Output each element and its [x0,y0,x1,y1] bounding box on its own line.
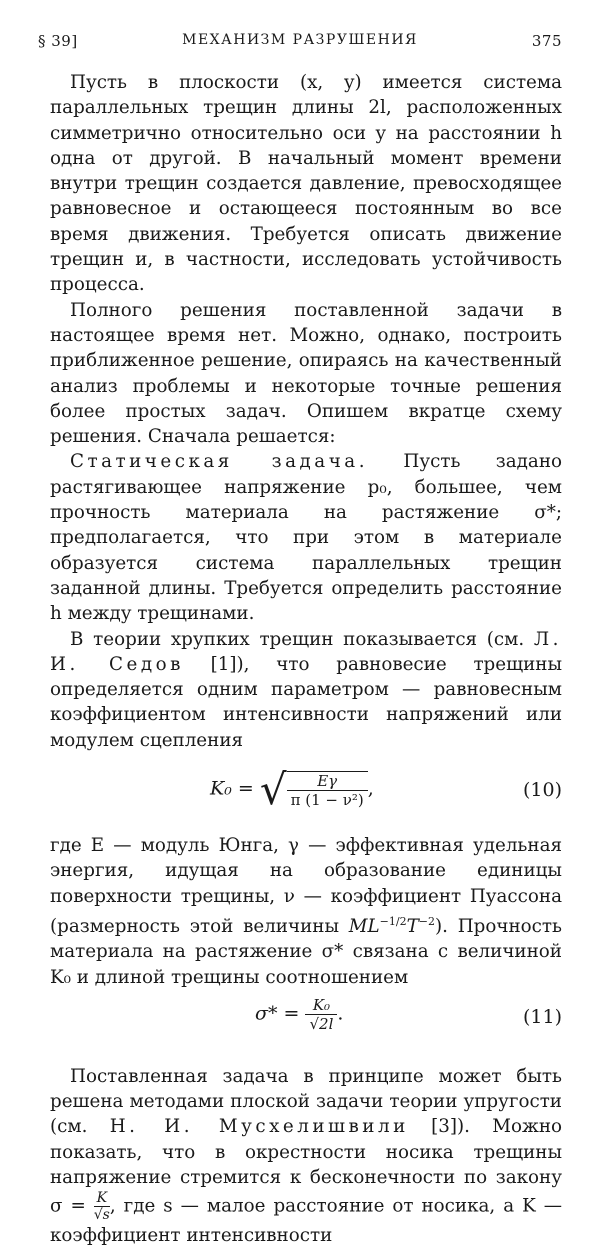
paragraph-after-10 [50,833,562,990]
theory-after: [1]), что равновесие трещины определяется одним параметром — равновесным коэффициентом интенсивности напряжений или модулем сцепления [50,653,562,751]
last-before: Поставленная задача в принципе может быть решена методами плоской задачи теории упругости (см. [50,1065,562,1138]
after10-part2: ). Прочность материала на растяжение σ* связана с величиной K₀ и длиной трещины соотношением [50,916,562,988]
inline-frac-den: √s [93,1207,110,1224]
static-problem-text: Пусть задано растягивающее напряжение p₀, большее, чем прочность материала на растяжение σ*; предполагается, что при этом в материале образуется система параллельных трещин заданной длины. Требуется определить расстояние h между трещинами. [50,451,563,625]
formula-11-lhs: σ* = [255,1002,300,1025]
last-middle: [3]). Можно показать, что в окрестности носика трещины напряжение стремится к бесконечности по закону σ = [50,1116,563,1217]
author-muskhelishvili: Н. И. Мусхелишвили [109,1116,409,1138]
formula-10-denominator: π (1 − ν²) [290,790,364,809]
formula-11-numerator: K₀ [305,996,337,1015]
formula-10-numerator: Eγ [287,772,368,791]
paragraph-last [50,1064,562,1249]
formula-11 [50,992,562,1054]
page-number: 375 [531,32,562,50]
formula-11-denominator: √2l [309,1014,334,1033]
last-after: , где s — малое расстояние от носика, а K — коэффициент интенсивности [50,1195,563,1247]
formula-11-fraction [305,996,337,1033]
author-sedov: Л. И. Седов [50,628,562,675]
page-body [50,70,562,1249]
formula-10-fraction [287,771,368,809]
paragraph-1: Пусть в плоскости (x, y) имеется система параллельных трещин длины 2l, расположенных симметрично относительно оси y на расстоянии h одна от другой. В начальный момент времени внутри трещин создается давление, превосходящее равновесное и остающееся постоянным во все время движения. Требуется описать движение трещин и, в частности, исследовать устойчивость процесса. [50,72,562,296]
formula-10-tail: , [367,777,374,800]
formula-11-tail: . [337,1002,344,1025]
formula-10-lhs: K₀ = [210,777,254,800]
formula-10 [50,757,562,827]
dim-ml: ML [348,916,380,937]
paragraph-static-problem [50,449,562,626]
dim-exp1: −1/2 [379,914,407,928]
dim-t: T [406,916,419,937]
section-label: § 39] [38,32,78,50]
paragraph-2: Полного решения поставленной задачи в настоящее время нет. Можно, однако, построить приближенное решение, опираясь на качественный анализ проблемы и некоторые точные решения более простых задач. Опишем вкратце схему решения. Сначала решается: [50,299,562,448]
running-title: МЕХАНИЗМ РАЗРУШЕНИЯ [182,32,418,48]
inline-frac-num: K [94,1190,110,1207]
after10-part1: где E — модуль Юнга, γ — эффективная удельная энергия, идущая на образование единицы поверхности трещины, ν — коэффициент Пуассона (размерность этой величины [50,835,562,937]
inline-fraction [94,1190,110,1223]
formula-10-number: (10) [522,779,562,802]
radical-icon: √ [259,765,287,815]
theory-before: В теории хрупких трещин показывается (см. [70,628,534,650]
static-problem-heading: Статическая задача. [70,451,369,473]
formula-11-number: (11) [522,1005,562,1028]
paragraph-theory [50,627,562,753]
dim-exp2: −2 [418,914,435,928]
